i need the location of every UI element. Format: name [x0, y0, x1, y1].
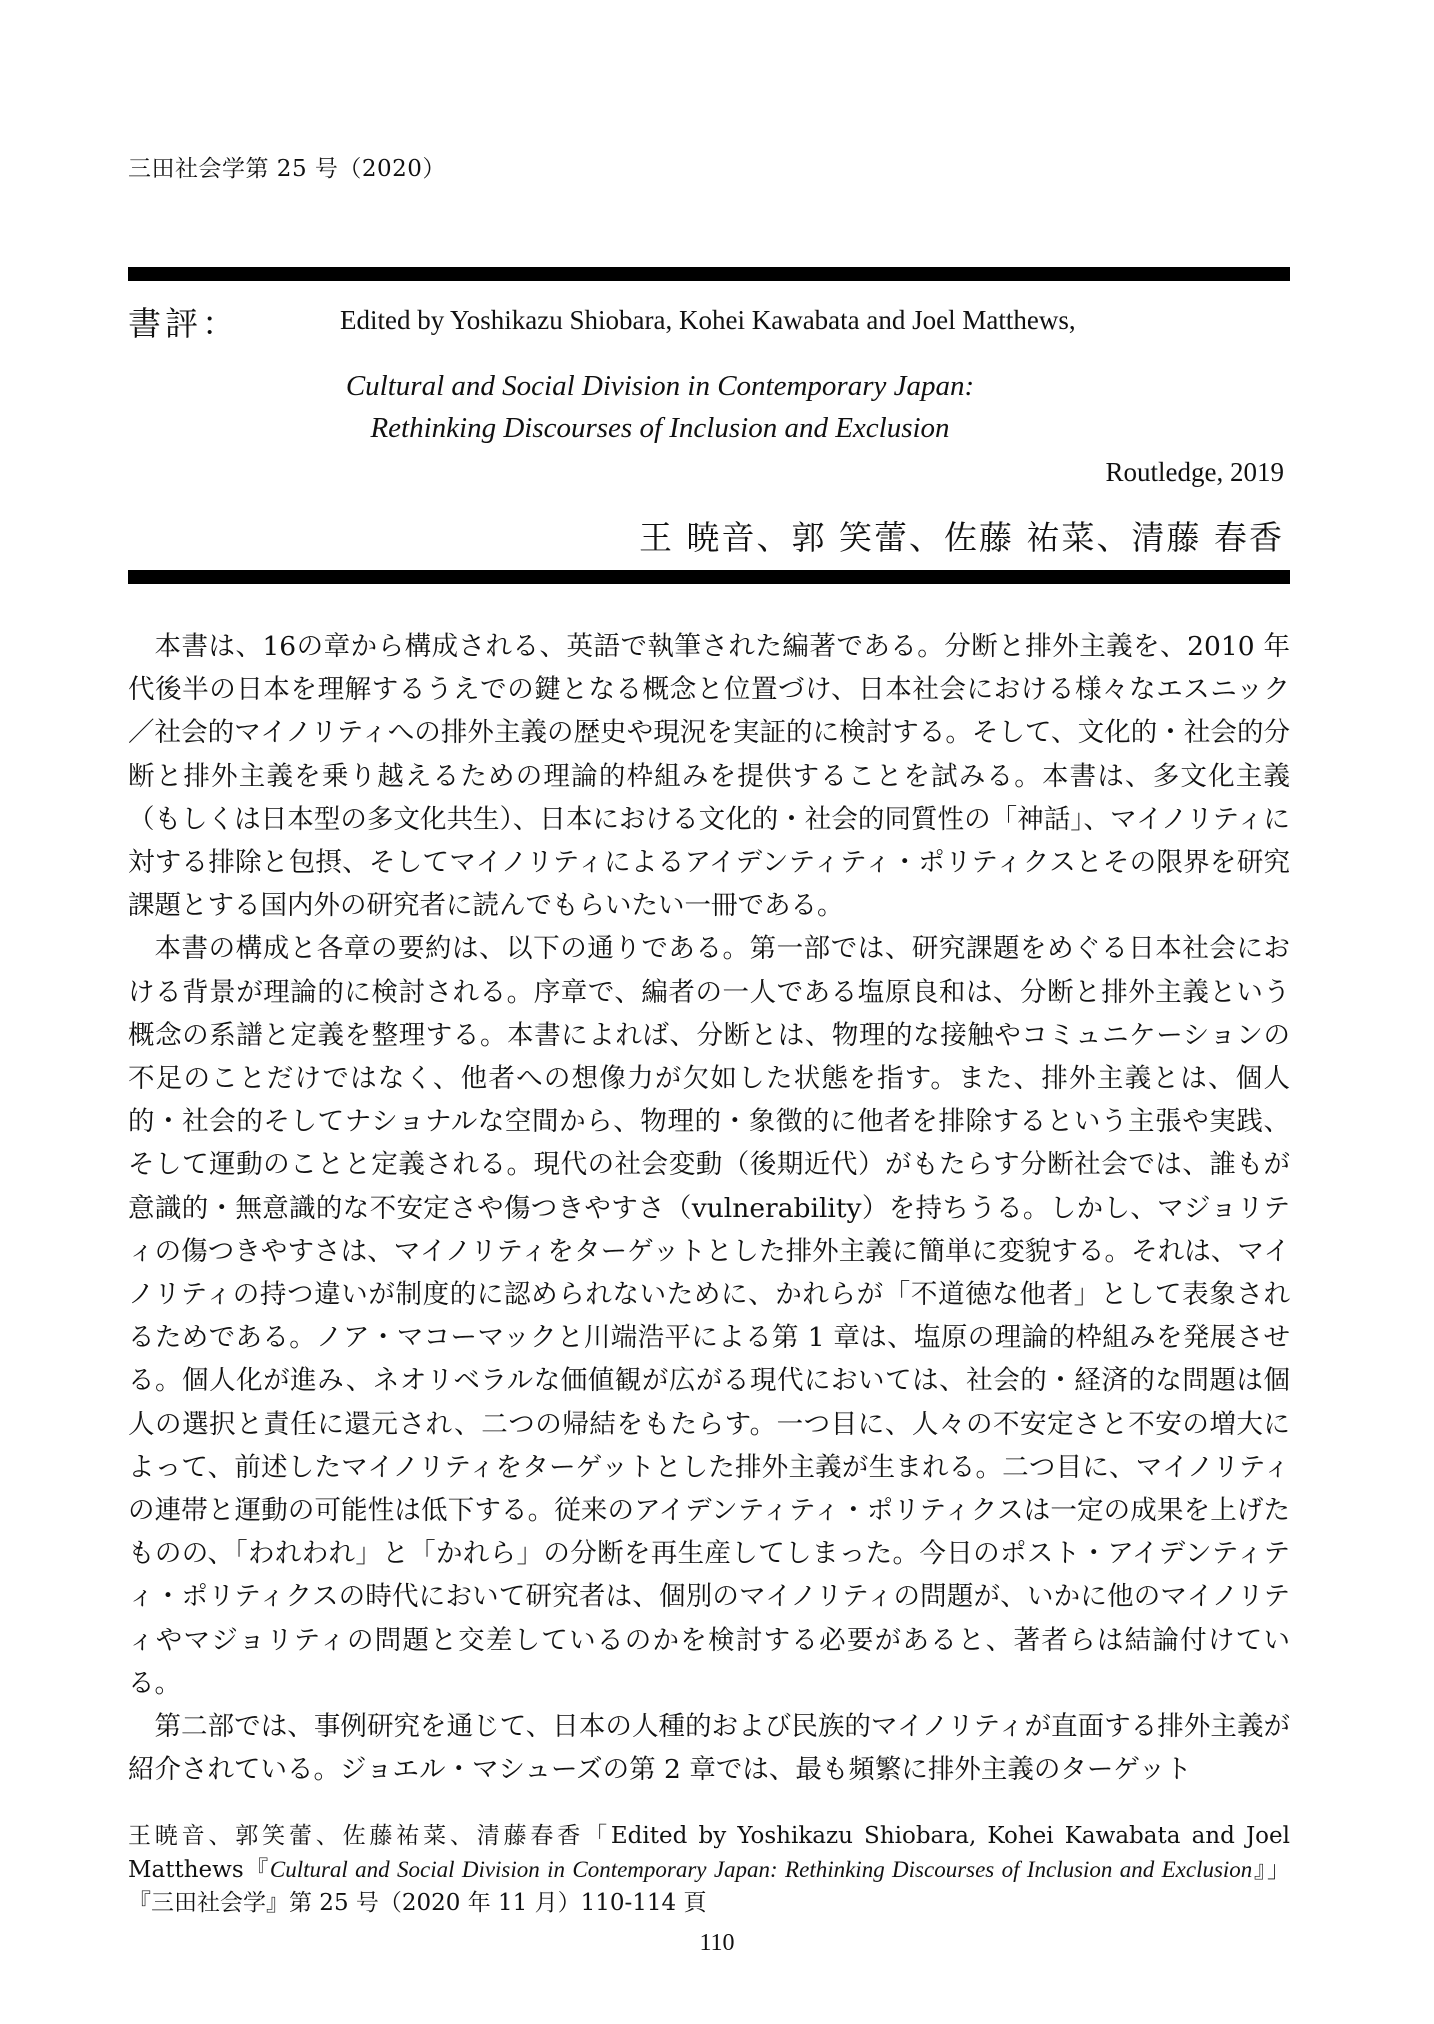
book-title-line1: Cultural and Social Division in Contemporary Japan:	[345, 370, 975, 402]
top-rule	[128, 267, 1290, 281]
page-number: 110	[699, 1930, 735, 1956]
body-text	[128, 625, 1290, 1791]
journal-header: 三田社会学第 25 号（2020）	[128, 156, 446, 182]
citation	[128, 1820, 1290, 1920]
paragraph-2: 本書の構成と各章の要約は、以下の通りである。第一部では、研究課題をめぐる日本社会における背景が理論的に検討される。序章で、編者の一人である塩原良和は、分断と排外主義という概念の系譜と定義を整理する。本書によれば、分断とは、物理的な接触やコミュニケーションの不足のことだけではなく、他者への想像力が欠如した状態を指す。また、排外主義とは、個人的・社会的そしてナショナルな空間から、物理的・象徴的に他者を排除するという主張や実践、そして運動のことと定義される。現代の社会変動（後期近代）がもたらす分断社会では、誰もが意識的・無意識的な不安定さや傷つきやすさ（vulnerability）を持ちうる。しかし、マジョリティの傷つきやすさは、マイノリティをターゲットとした排外主義に簡単に変貌する。それは、マイノリティの持つ違いが制度的に認められないために、かれらが「不道徳な他者」として表象されるためである。ノア・マコーマックと川端浩平による第 1 章は、塩原の理論的枠組みを発展させる。個人化が進み、ネオリベラルな価値観が広がる現代においては、社会的・経済的な問題は個人の選択と責任に還元され、二つの帰結をもたらす。一つ目に、人々の不安定さと不安の増大によって、前述したマイノリティをターゲットとした排外主義が生まれる。二つ目に、マイノリティの連帯と運動の可能性は低下する。従来のアイデンティティ・ポリティクスは一定の成果を上げたものの、「われわれ」と「かれら」の分断を再生産してしまった。今日のポスト・アイデンティティ・ポリティクスの時代において研究者は、個別のマイノリティの問題が、いかに他のマイノリティやマジョリティの問題と交差しているのかを検討する必要があると、著者らは結論付けている。	[128, 933, 1290, 1699]
citation-italic-title: Cultural and Social Division in Contemporary Japan: Rethinking Discourses of Inclusion and Exclusion	[269, 1857, 1253, 1882]
reviewers: 王 暁音、郭 笑蕾、佐藤 祐菜、清藤 春香	[639, 518, 1284, 557]
citation-part2: 』」『三田社会学』第 25 号（2020 年 11 月）110-114 頁	[128, 1857, 1290, 1916]
paragraph-1: 本書は、16の章から構成される、英語で執筆された編著である。分断と排外主義を、2010 年代後半の日本を理解するうえでの鍵となる概念と位置づけ、日本社会における様々なエスニック／社会的マイノリティへの排外主義の歴史や現況を実証的に検討する。そして、文化的・社会的分断と排外主義を乗り越えるための理論的枠組みを提供することを試みる。本書は、多文化主義（もしくは日本型の多文化共生）、日本における文化的・社会的同質性の「神話」、マイノリティに対する排除と包摂、そしてマイノリティによるアイデンティティ・ポリティクスとその限界を研究課題とする国内外の研究者に読んでもらいたい一冊である。	[128, 631, 1290, 922]
bottom-rule	[128, 570, 1290, 584]
editors-line: Edited by Yoshikazu Shiobara, Kohei Kawabata and Joel Matthews,	[340, 305, 1076, 335]
paragraph-3: 第二部では、事例研究を通じて、日本の人種的および民族的マイノリティが直面する排外主義が紹介されている。ジョエル・マシューズの第 2 章では、最も頻繁に排外主義のターゲット	[128, 1711, 1290, 1786]
publisher: Routledge, 2019	[1105, 457, 1284, 487]
book-title-line2: Rethinking Discourses of Inclusion and Exclusion	[370, 412, 950, 444]
citation-part1: 王暁音、郭笑蕾、佐藤祐菜、清藤春香「Edited by Yoshikazu Shiobara, Kohei Kawabata and Joel Matthews『	[128, 1823, 1290, 1883]
review-label: 書評：	[128, 304, 239, 343]
